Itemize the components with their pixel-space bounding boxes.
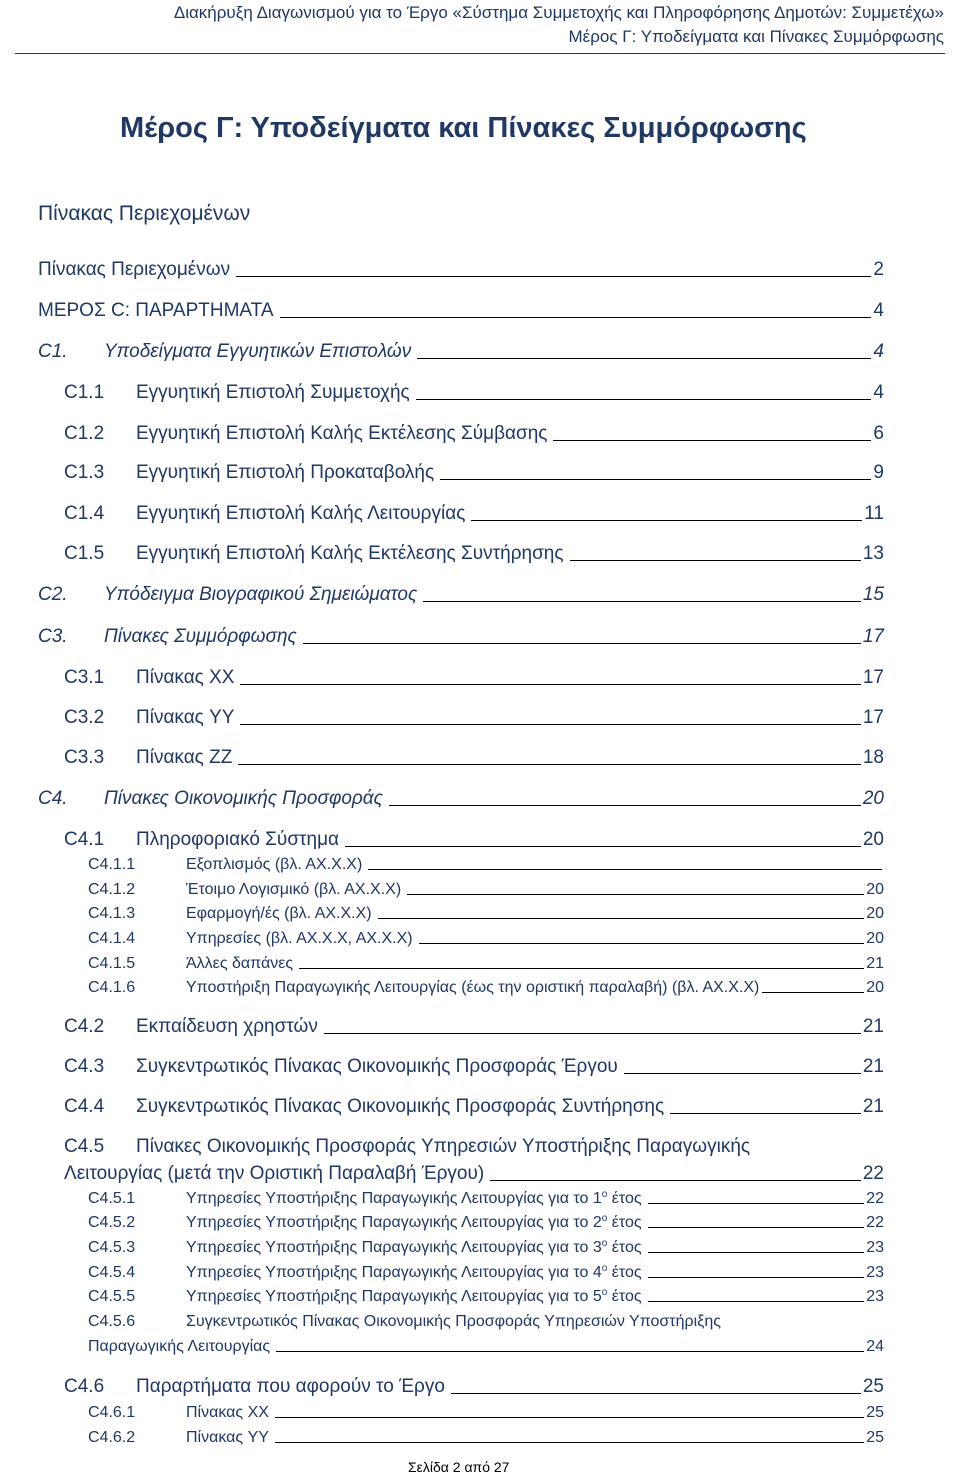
toc-leader <box>236 276 871 277</box>
toc-entry[interactable] <box>64 1096 884 1118</box>
toc-leader <box>280 317 872 318</box>
toc-leader <box>345 846 861 847</box>
toc-entry[interactable] <box>88 1190 884 1208</box>
toc-entry-number: C3.2 <box>64 707 105 728</box>
toc-page-number: 2 <box>873 259 884 280</box>
toc-entry-text: Εγγυητική Επιστολή Συμμετοχής <box>136 382 410 403</box>
toc-page-number: 23 <box>866 1264 884 1281</box>
ordinal-superscript: ο <box>601 1263 608 1274</box>
toc-entry-number: C2. <box>38 584 68 605</box>
toc-entry-text: Υπηρεσίες (βλ. ΑΧ.Χ.Χ, ΑΧ.Χ.Χ) <box>186 930 413 947</box>
toc-entry-number: C4.6 <box>64 1376 105 1397</box>
running-header-line1: Διακήρυξη Διαγωνισμού για το Έργο «Σύστημα Συμμετοχής και Πληροφόρησης Δημοτών: Συμμετέχω» <box>173 3 944 22</box>
ordinal-superscript: ο <box>601 1287 608 1298</box>
toc-leader <box>451 1393 861 1394</box>
toc-leader <box>240 684 860 685</box>
toc-entry-number: C1. <box>38 341 68 362</box>
toc-entry-continuation[interactable] <box>88 1338 884 1356</box>
toc-page-number: 21 <box>862 1056 884 1077</box>
toc-page-number: 21 <box>862 1096 884 1117</box>
toc-entry-number: C4.1.1 <box>88 856 136 873</box>
toc-entry-number: C1.4 <box>64 503 105 524</box>
toc-page-number: 4 <box>873 341 884 362</box>
toc-entry[interactable] <box>88 1239 884 1257</box>
toc-entry[interactable] <box>64 1376 884 1398</box>
toc-leader <box>648 1277 865 1278</box>
toc-entry-number: C4.5.6 <box>88 1313 136 1330</box>
toc-entry-text: Εκπαίδευση χρηστών <box>136 1016 318 1037</box>
toc-entry-number: C4.2 <box>64 1016 105 1037</box>
toc-leader <box>670 1113 861 1114</box>
toc-entry-number: C1.1 <box>64 382 105 403</box>
toc-entry-text: Πίνακας ΧΧ <box>186 1404 269 1421</box>
toc-leader <box>238 764 861 765</box>
toc-entry-text: Υποστήριξη Παραγωγικής Λειτουργίας (έως την οριστική παραλαβή) (βλ. ΑΧ.Χ.Χ) <box>186 979 760 996</box>
toc-entry-text: Έτοιμο Λογισμικό (βλ. ΑΧ.Χ.Χ) <box>186 881 402 898</box>
toc-entry-text-tail: έτος <box>607 1239 642 1256</box>
toc-entry-text: Εξοπλισμός (βλ. ΑΧ.Χ.Χ) <box>186 856 363 873</box>
toc-entry[interactable] <box>88 856 884 874</box>
toc-page-number: 20 <box>866 881 884 898</box>
toc-entry-text: Πίνακες Οικονομικής Προσφοράς <box>104 788 383 809</box>
toc-entry-text: Συγκεντρωτικός Πίνακας Οικονομικής Προσφοράς Έργου <box>136 1056 618 1077</box>
toc-leader <box>440 479 871 480</box>
toc-page-number: 11 <box>864 503 884 524</box>
toc-page-number: 23 <box>866 1239 884 1256</box>
toc-entry[interactable] <box>38 341 884 363</box>
toc-entry-text: Εγγυητική Επιστολή Προκαταβολής <box>136 462 435 483</box>
toc-heading: Πίνακας Περιεχομένων <box>38 202 251 225</box>
toc-entry-number: C3.1 <box>64 667 105 688</box>
toc-entry-number: C4.5.2 <box>88 1214 136 1231</box>
toc-entry-text: Πίνακας YY <box>136 707 235 728</box>
toc-entry-text: Πίνακας Περιεχομένων <box>38 259 231 280</box>
toc-entry-text-group <box>186 1264 642 1282</box>
toc-entry-text: Παραρτήματα που αφορούν το Έργο <box>136 1376 445 1397</box>
toc-entry-number: C4.1 <box>64 829 105 850</box>
toc-leader <box>648 1252 865 1253</box>
toc-entry-text: Πίνακες Οικονομικής Προσφοράς Υπηρεσιών Υποστήριξης Παραγωγικής <box>136 1136 751 1157</box>
toc-entry-number: C4.1.4 <box>88 930 136 947</box>
toc-entry-number: C4.3 <box>64 1056 105 1077</box>
toc-entry-text: Υπηρεσίες Υποστήριξης Παραγωγικής Λειτουργίας για το 3 <box>186 1239 602 1256</box>
toc-entry-number: C4.5.5 <box>88 1288 136 1305</box>
toc-page-number: 22 <box>866 1214 884 1231</box>
toc-page-number: 23 <box>866 1288 884 1305</box>
toc-entry-number: C4.6.2 <box>88 1429 136 1446</box>
page-title: Μέρος Γ: Υποδείγματα και Πίνακες Συμμόρφωσης <box>120 112 807 144</box>
toc-page-number: 20 <box>866 930 884 947</box>
toc-leader <box>648 1227 865 1228</box>
toc-entry-text-tail: έτος <box>607 1214 642 1231</box>
toc-entry[interactable] <box>64 1056 884 1078</box>
ordinal-superscript: ο <box>601 1238 608 1249</box>
toc-entry-text: Υπηρεσίες Υποστήριξης Παραγωγικής Λειτουργίας για το 4 <box>186 1264 602 1281</box>
toc-entry[interactable] <box>88 1264 884 1282</box>
toc-entry-text: Υποδείγματα Εγγυητικών Επιστολών <box>104 341 412 362</box>
toc-entry-number: C1.2 <box>64 423 105 444</box>
toc-leader <box>471 520 862 521</box>
toc-page-number: 17 <box>862 626 884 647</box>
toc-leader <box>299 968 864 969</box>
toc-entry-text: Υπόδειγμα Βιογραφικού Σημειώματος <box>104 584 418 605</box>
toc-entry-text: Πίνακας YY <box>186 1429 269 1446</box>
toc-entry-text: Εφαρμογή/ές (βλ. ΑΧ.Χ.Χ) <box>186 905 372 922</box>
toc-page-number: 20 <box>862 788 884 809</box>
toc-entry[interactable] <box>88 1313 884 1331</box>
toc-page-number: 22 <box>866 1190 884 1207</box>
toc-entry-text: Πληροφοριακό Σύστημα <box>136 829 340 850</box>
toc-entry[interactable] <box>64 1136 884 1158</box>
toc-page-number: 20 <box>866 979 884 996</box>
running-header-line2: Μέρος Γ: Υποδείγματα και Πίνακες Συμμόρφωσης <box>568 27 944 46</box>
toc-leader <box>275 1442 864 1443</box>
toc-entry-text: Πίνακες Συμμόρφωσης <box>104 626 297 647</box>
toc-leader <box>389 805 861 806</box>
toc-entry[interactable] <box>64 667 884 689</box>
toc-leader <box>490 1180 861 1181</box>
toc-page-number: 20 <box>866 905 884 922</box>
toc-entry[interactable] <box>88 905 884 923</box>
toc-leader <box>303 643 861 644</box>
toc-entry-number: C1.5 <box>64 543 105 564</box>
toc-entry-text-group <box>186 1288 642 1306</box>
toc-entry[interactable] <box>64 747 884 769</box>
toc-leader <box>416 399 872 400</box>
toc-entry-number: C4. <box>38 788 68 809</box>
toc-entry[interactable] <box>64 462 884 484</box>
toc-entry-text-group <box>186 1239 642 1257</box>
toc-entry-text: Πίνακας ΧΧ <box>136 667 235 688</box>
toc-page-number: 17 <box>862 707 884 728</box>
toc-entry[interactable] <box>64 829 884 851</box>
toc-entry[interactable] <box>38 788 884 810</box>
toc-entry-text: Άλλες δαπάνες <box>186 955 294 972</box>
toc-leader <box>417 358 871 359</box>
toc-entry-text-tail: έτος <box>607 1190 642 1207</box>
toc-entry[interactable] <box>88 1214 884 1232</box>
toc-entry-continuation[interactable] <box>64 1163 884 1185</box>
toc-page-number: 4 <box>873 382 884 403</box>
toc-entry-number: C4.1.3 <box>88 905 136 922</box>
toc-leader <box>324 1033 861 1034</box>
toc-entry-text-line2: Λειτουργίας (μετά την Οριστική Παραλαβή Έργου) <box>64 1163 485 1184</box>
toc-entry-number: C4.1.6 <box>88 979 136 996</box>
toc-leader <box>648 1203 865 1204</box>
toc-entry-text: Υπηρεσίες Υποστήριξης Παραγωγικής Λειτουργίας για το 2 <box>186 1214 602 1231</box>
toc-entry[interactable] <box>64 503 884 525</box>
ordinal-superscript: ο <box>601 1213 608 1224</box>
toc-page-number: 18 <box>862 747 884 768</box>
header-rule <box>15 53 945 54</box>
toc-entry-text: ΜΕΡΟΣ C: ΠΑΡΑΡΤΗΜΑΤΑ <box>38 300 274 321</box>
toc-entry[interactable] <box>88 930 884 948</box>
toc-entry[interactable] <box>64 382 884 404</box>
toc-entry-text: Συγκεντρωτικός Πίνακας Οικονομικής Προσφοράς Συντήρησης <box>136 1096 665 1117</box>
toc-leader <box>624 1073 861 1074</box>
toc-leader <box>648 1301 865 1302</box>
page-footer: Σελίδα 2 από 27 <box>408 1459 510 1475</box>
toc-entry-number: C4.5.3 <box>88 1239 136 1256</box>
toc-page-number: 25 <box>862 1376 884 1397</box>
toc-entry[interactable] <box>38 259 884 281</box>
toc-entry[interactable] <box>88 1404 884 1422</box>
toc-entry[interactable] <box>88 1288 884 1306</box>
toc-entry-text-tail: έτος <box>607 1288 642 1305</box>
toc-entry-number: C3. <box>38 626 68 647</box>
toc-page-number: 17 <box>862 667 884 688</box>
toc-entry[interactable] <box>88 1429 884 1447</box>
toc-page-number: 25 <box>866 1429 884 1446</box>
toc-page-number: 21 <box>862 1016 884 1037</box>
toc-leader <box>407 894 864 895</box>
toc-leader <box>275 1417 864 1418</box>
toc-entry[interactable] <box>64 707 884 729</box>
toc-entry-number: C3.3 <box>64 747 105 768</box>
toc-page-number: 25 <box>866 1404 884 1421</box>
toc-entry[interactable] <box>88 979 884 997</box>
toc-leader <box>423 601 861 602</box>
toc-entry-text: Πίνακας ZZ <box>136 747 233 768</box>
toc-leader <box>553 440 871 441</box>
toc-entry[interactable] <box>88 881 884 899</box>
toc-entry-text-tail: έτος <box>607 1264 642 1281</box>
toc-leader <box>368 869 882 870</box>
toc-entry[interactable] <box>64 423 884 445</box>
toc-entry-text-group <box>186 1190 642 1208</box>
toc-entry[interactable] <box>38 300 884 322</box>
toc-entry[interactable] <box>38 584 884 606</box>
toc-entry-number: C4.5 <box>64 1136 105 1157</box>
toc-entry-number: C1.3 <box>64 462 105 483</box>
toc-leader <box>570 560 861 561</box>
toc-entry-number: C4.1.5 <box>88 955 136 972</box>
toc-entry-number: C4.5.4 <box>88 1264 136 1281</box>
toc-leader <box>240 724 860 725</box>
toc-leader <box>762 992 864 993</box>
toc-entry[interactable] <box>64 543 884 565</box>
toc-entry-text-line2: Παραγωγικής Λειτουργίας <box>88 1338 271 1355</box>
toc-page-number: 22 <box>862 1163 884 1184</box>
toc-entry-text-group <box>186 1214 642 1232</box>
toc-entry-number: C4.6.1 <box>88 1404 136 1421</box>
toc-entry[interactable] <box>88 955 884 973</box>
toc-entry-text: Συγκεντρωτικός Πίνακας Οικονομικής Προσφοράς Υπηρεσιών Υποστήριξης <box>186 1313 721 1330</box>
toc-entry-number: C4.5.1 <box>88 1190 136 1207</box>
toc-page-number: 20 <box>862 829 884 850</box>
toc-entry-number: C4.4 <box>64 1096 105 1117</box>
toc-entry[interactable] <box>38 626 884 648</box>
toc-page-number: 24 <box>866 1338 884 1355</box>
toc-page-number: 21 <box>866 955 884 972</box>
toc-page-number: 9 <box>873 462 884 483</box>
toc-page-number: 15 <box>862 584 884 605</box>
toc-entry-number: C4.1.2 <box>88 881 136 898</box>
toc-page-number: 6 <box>873 423 884 444</box>
toc-leader <box>378 918 865 919</box>
toc-leader <box>419 943 865 944</box>
toc-entry-text: Εγγυητική Επιστολή Καλής Εκτέλεσης Σύμβασης <box>136 423 548 444</box>
toc-entry-text: Υπηρεσίες Υποστήριξης Παραγωγικής Λειτουργίας για το 1 <box>186 1190 602 1207</box>
ordinal-superscript: ο <box>601 1189 608 1200</box>
toc-entry-text: Εγγυητική Επιστολή Καλής Εκτέλεσης Συντήρησης <box>136 543 564 564</box>
toc-page-number: 4 <box>873 300 884 321</box>
toc-entry[interactable] <box>64 1016 884 1038</box>
toc-leader <box>276 1351 864 1352</box>
toc-entry-text: Υπηρεσίες Υποστήριξης Παραγωγικής Λειτουργίας για το 5 <box>186 1288 602 1305</box>
toc-page-number: 13 <box>862 543 884 564</box>
toc-entry-text: Εγγυητική Επιστολή Καλής Λειτουργίας <box>136 503 466 524</box>
